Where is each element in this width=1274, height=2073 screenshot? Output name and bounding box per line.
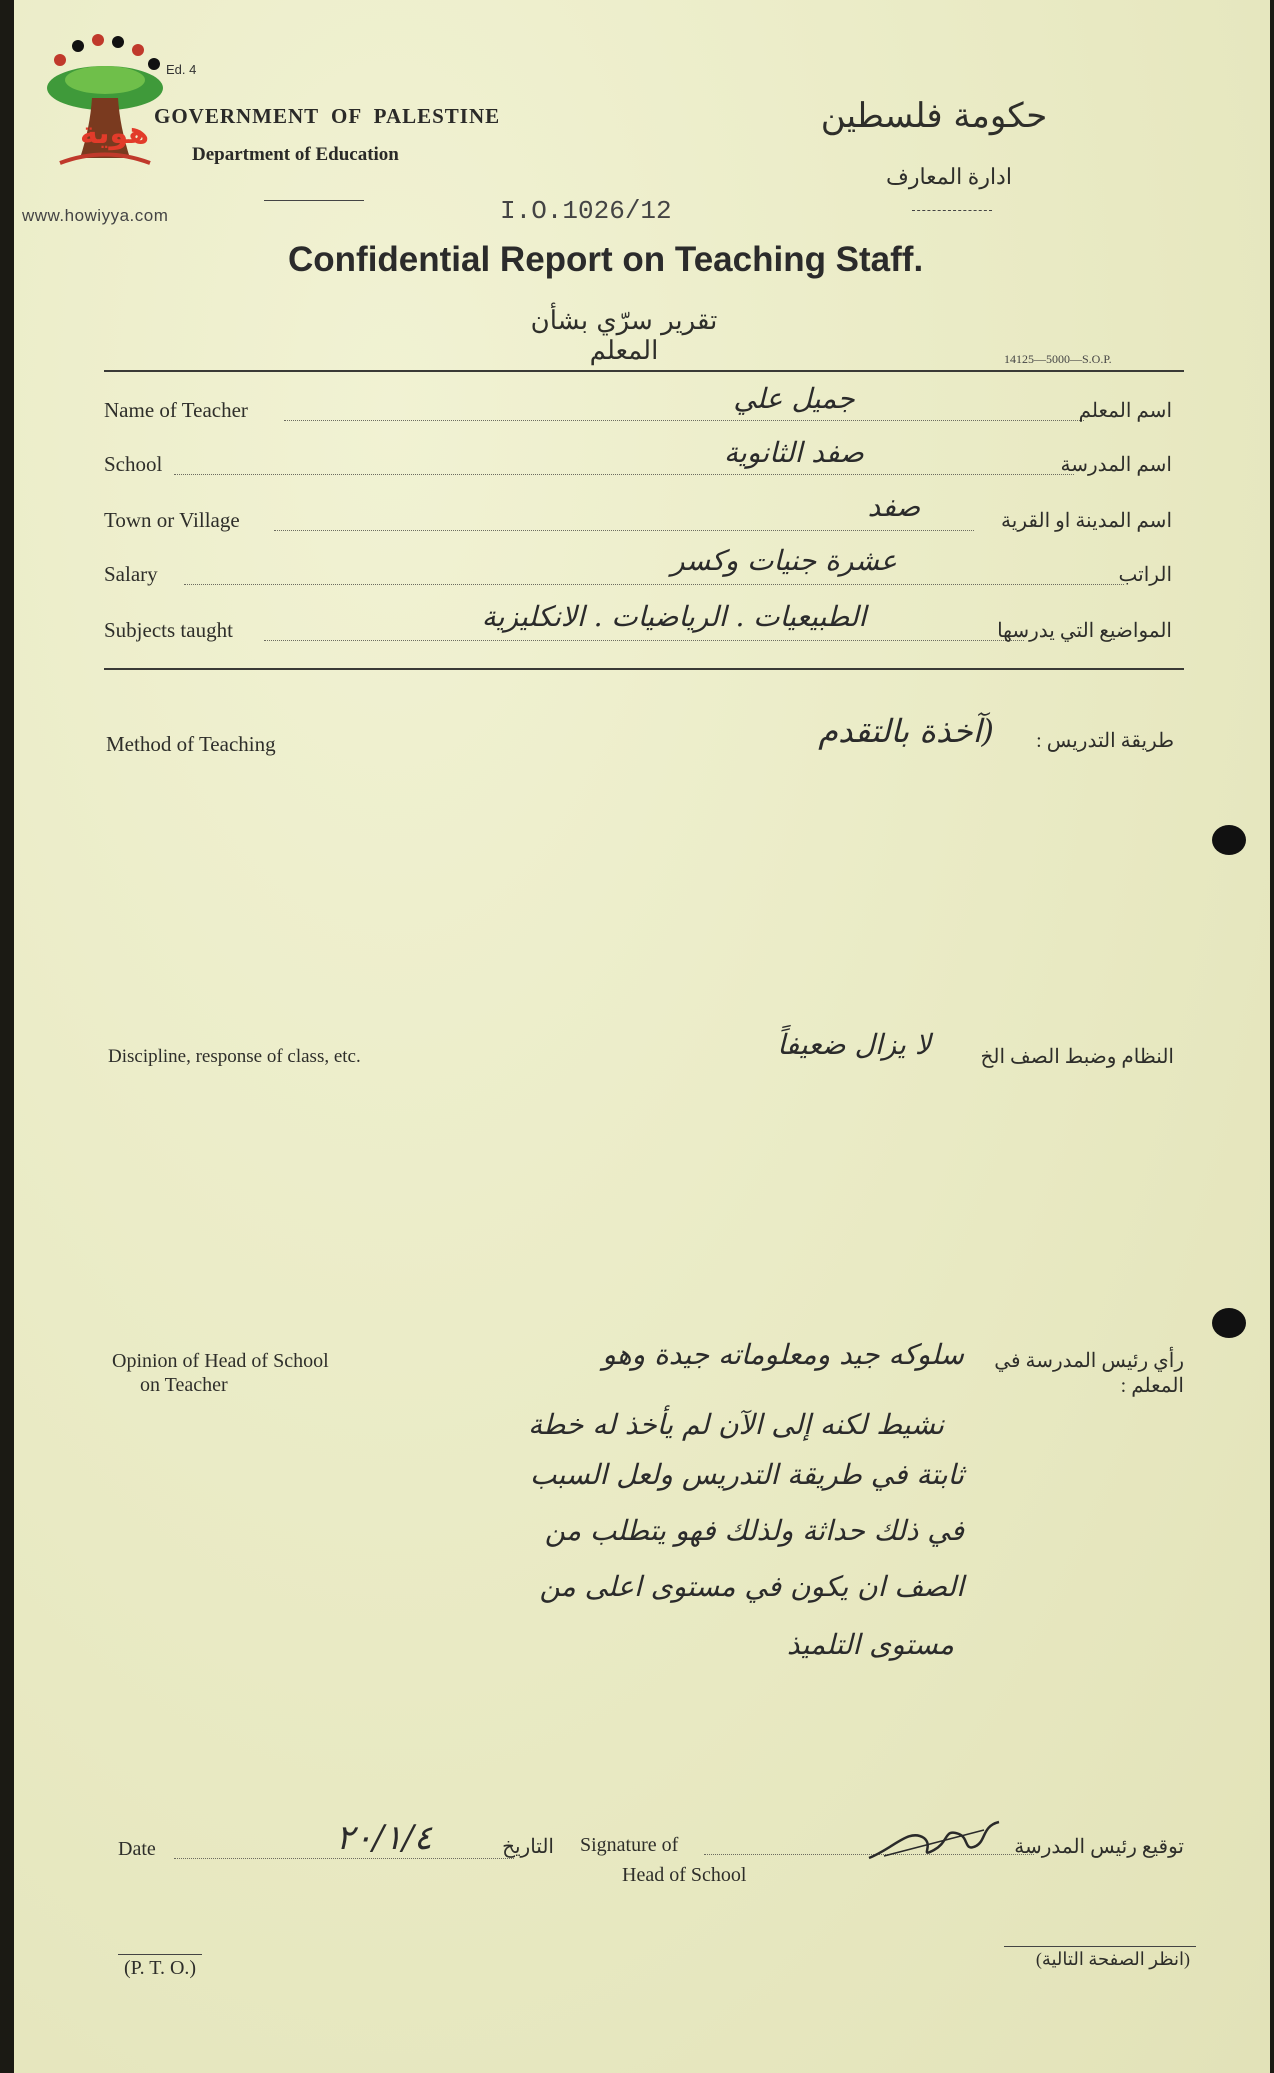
document-page xyxy=(14,0,1270,2073)
logo-text: هوية xyxy=(80,116,150,151)
field-label-ar: اسم المدينة او القرية xyxy=(1001,510,1172,532)
opinion-line: نشيط لكنه إلى الآن لم يأخذ له خطة xyxy=(528,1408,944,1441)
watermark-url: www.howiyya.com xyxy=(22,206,169,225)
field-value: صفد الثانوية xyxy=(724,436,864,469)
print-code: 14125—5000—S.O.P. xyxy=(1004,352,1112,366)
field-dotted-line xyxy=(264,640,1024,641)
header-rule-left xyxy=(264,200,364,201)
opinion-line: سلوكه جيد ومعلوماته جيدة وهو xyxy=(602,1338,964,1371)
pto-en: (P. T. O.) xyxy=(118,1954,202,1982)
signature-label-en-line2: Head of School xyxy=(622,1864,747,1886)
department-title-en: Department of Education xyxy=(192,144,399,165)
fields-bottom-rule xyxy=(104,668,1184,670)
field-dotted-line xyxy=(174,474,1074,475)
government-title-en: GOVERNMENT OF PALESTINE xyxy=(154,104,501,128)
method-label-ar: طريقة التدريس : xyxy=(1036,730,1174,752)
opinion-label-en-line2: on Teacher xyxy=(140,1374,228,1396)
pto-ar: (انظر الصفحة التالية) xyxy=(1004,1946,1196,1972)
form-code: Ed. 4 xyxy=(166,62,197,77)
field-value: جميل علي xyxy=(733,382,855,415)
discipline-value: لا يزال ضعيفاً xyxy=(777,1028,931,1061)
field-label-en: Subjects taught xyxy=(104,618,233,642)
field-label-ar: الراتب xyxy=(1118,564,1172,586)
opinion-line: ثابتة في طريقة التدريس ولعل السبب xyxy=(530,1458,964,1491)
opinion-line: مستوى التلميذ xyxy=(786,1628,954,1661)
signature-label-ar: توقيع رئيس المدرسة xyxy=(1014,1836,1184,1858)
field-label-en: Town or Village xyxy=(104,508,240,532)
field-dotted-line xyxy=(284,420,1084,421)
field-label-en: Name of Teacher xyxy=(104,398,248,422)
department-title-ar: ادارة المعارف xyxy=(886,164,1012,189)
field-label-ar: المواضيع التي يدرسها xyxy=(997,620,1172,642)
field-label-ar: اسم المدرسة xyxy=(1060,454,1172,476)
method-label-en: Method of Teaching xyxy=(106,732,276,756)
date-label-ar: التاريخ xyxy=(502,1836,554,1858)
date-value: ٢٠/١/٤ xyxy=(336,1818,432,1858)
field-value: عشرة جنيات وكسر xyxy=(671,544,897,577)
government-title-ar: حكومة فلسطين xyxy=(820,96,1048,136)
field-dotted-line xyxy=(274,530,974,531)
top-rule xyxy=(104,370,1184,372)
field-label-ar: اسم المعلم xyxy=(1078,400,1172,422)
reference-number: I.O.1026/12 xyxy=(500,196,672,226)
report-title-en: Confidential Report on Teaching Staff. xyxy=(288,240,924,279)
field-dotted-line xyxy=(184,584,1124,585)
opinion-label-en-line1: Opinion of Head of School xyxy=(112,1350,329,1372)
opinion-label-ar: رأي رئيس المدرسة في المعلم : xyxy=(994,1350,1184,1397)
howiyya-logo xyxy=(40,28,170,178)
header-rule-right xyxy=(912,210,992,211)
field-value: صفد xyxy=(867,490,921,523)
punch-hole-bottom xyxy=(1212,1308,1246,1338)
discipline-label-en: Discipline, response of class, etc. xyxy=(108,1046,361,1067)
opinion-line: الصف ان يكون في مستوى اعلى من xyxy=(539,1570,964,1603)
punch-hole-top xyxy=(1212,825,1246,855)
report-title-ar: تقرير سرّي بشأن المعلم xyxy=(530,306,718,366)
discipline-label-ar: النظام وضبط الصف الخ xyxy=(980,1046,1174,1068)
date-label-en: Date xyxy=(118,1838,156,1860)
date-dotted-line xyxy=(174,1858,514,1859)
method-value: (آخذة بالتقدم xyxy=(818,712,994,750)
field-value: الطبيعيات . الرياضيات . الانكليزية xyxy=(481,600,867,633)
opinion-line: في ذلك حداثة ولذلك فهو يتطلب من xyxy=(544,1514,964,1547)
signature-label-en-line1: Signature of xyxy=(580,1834,679,1856)
field-label-en: School xyxy=(104,452,163,476)
signature-mark xyxy=(864,1808,1004,1868)
field-label-en: Salary xyxy=(104,562,158,586)
